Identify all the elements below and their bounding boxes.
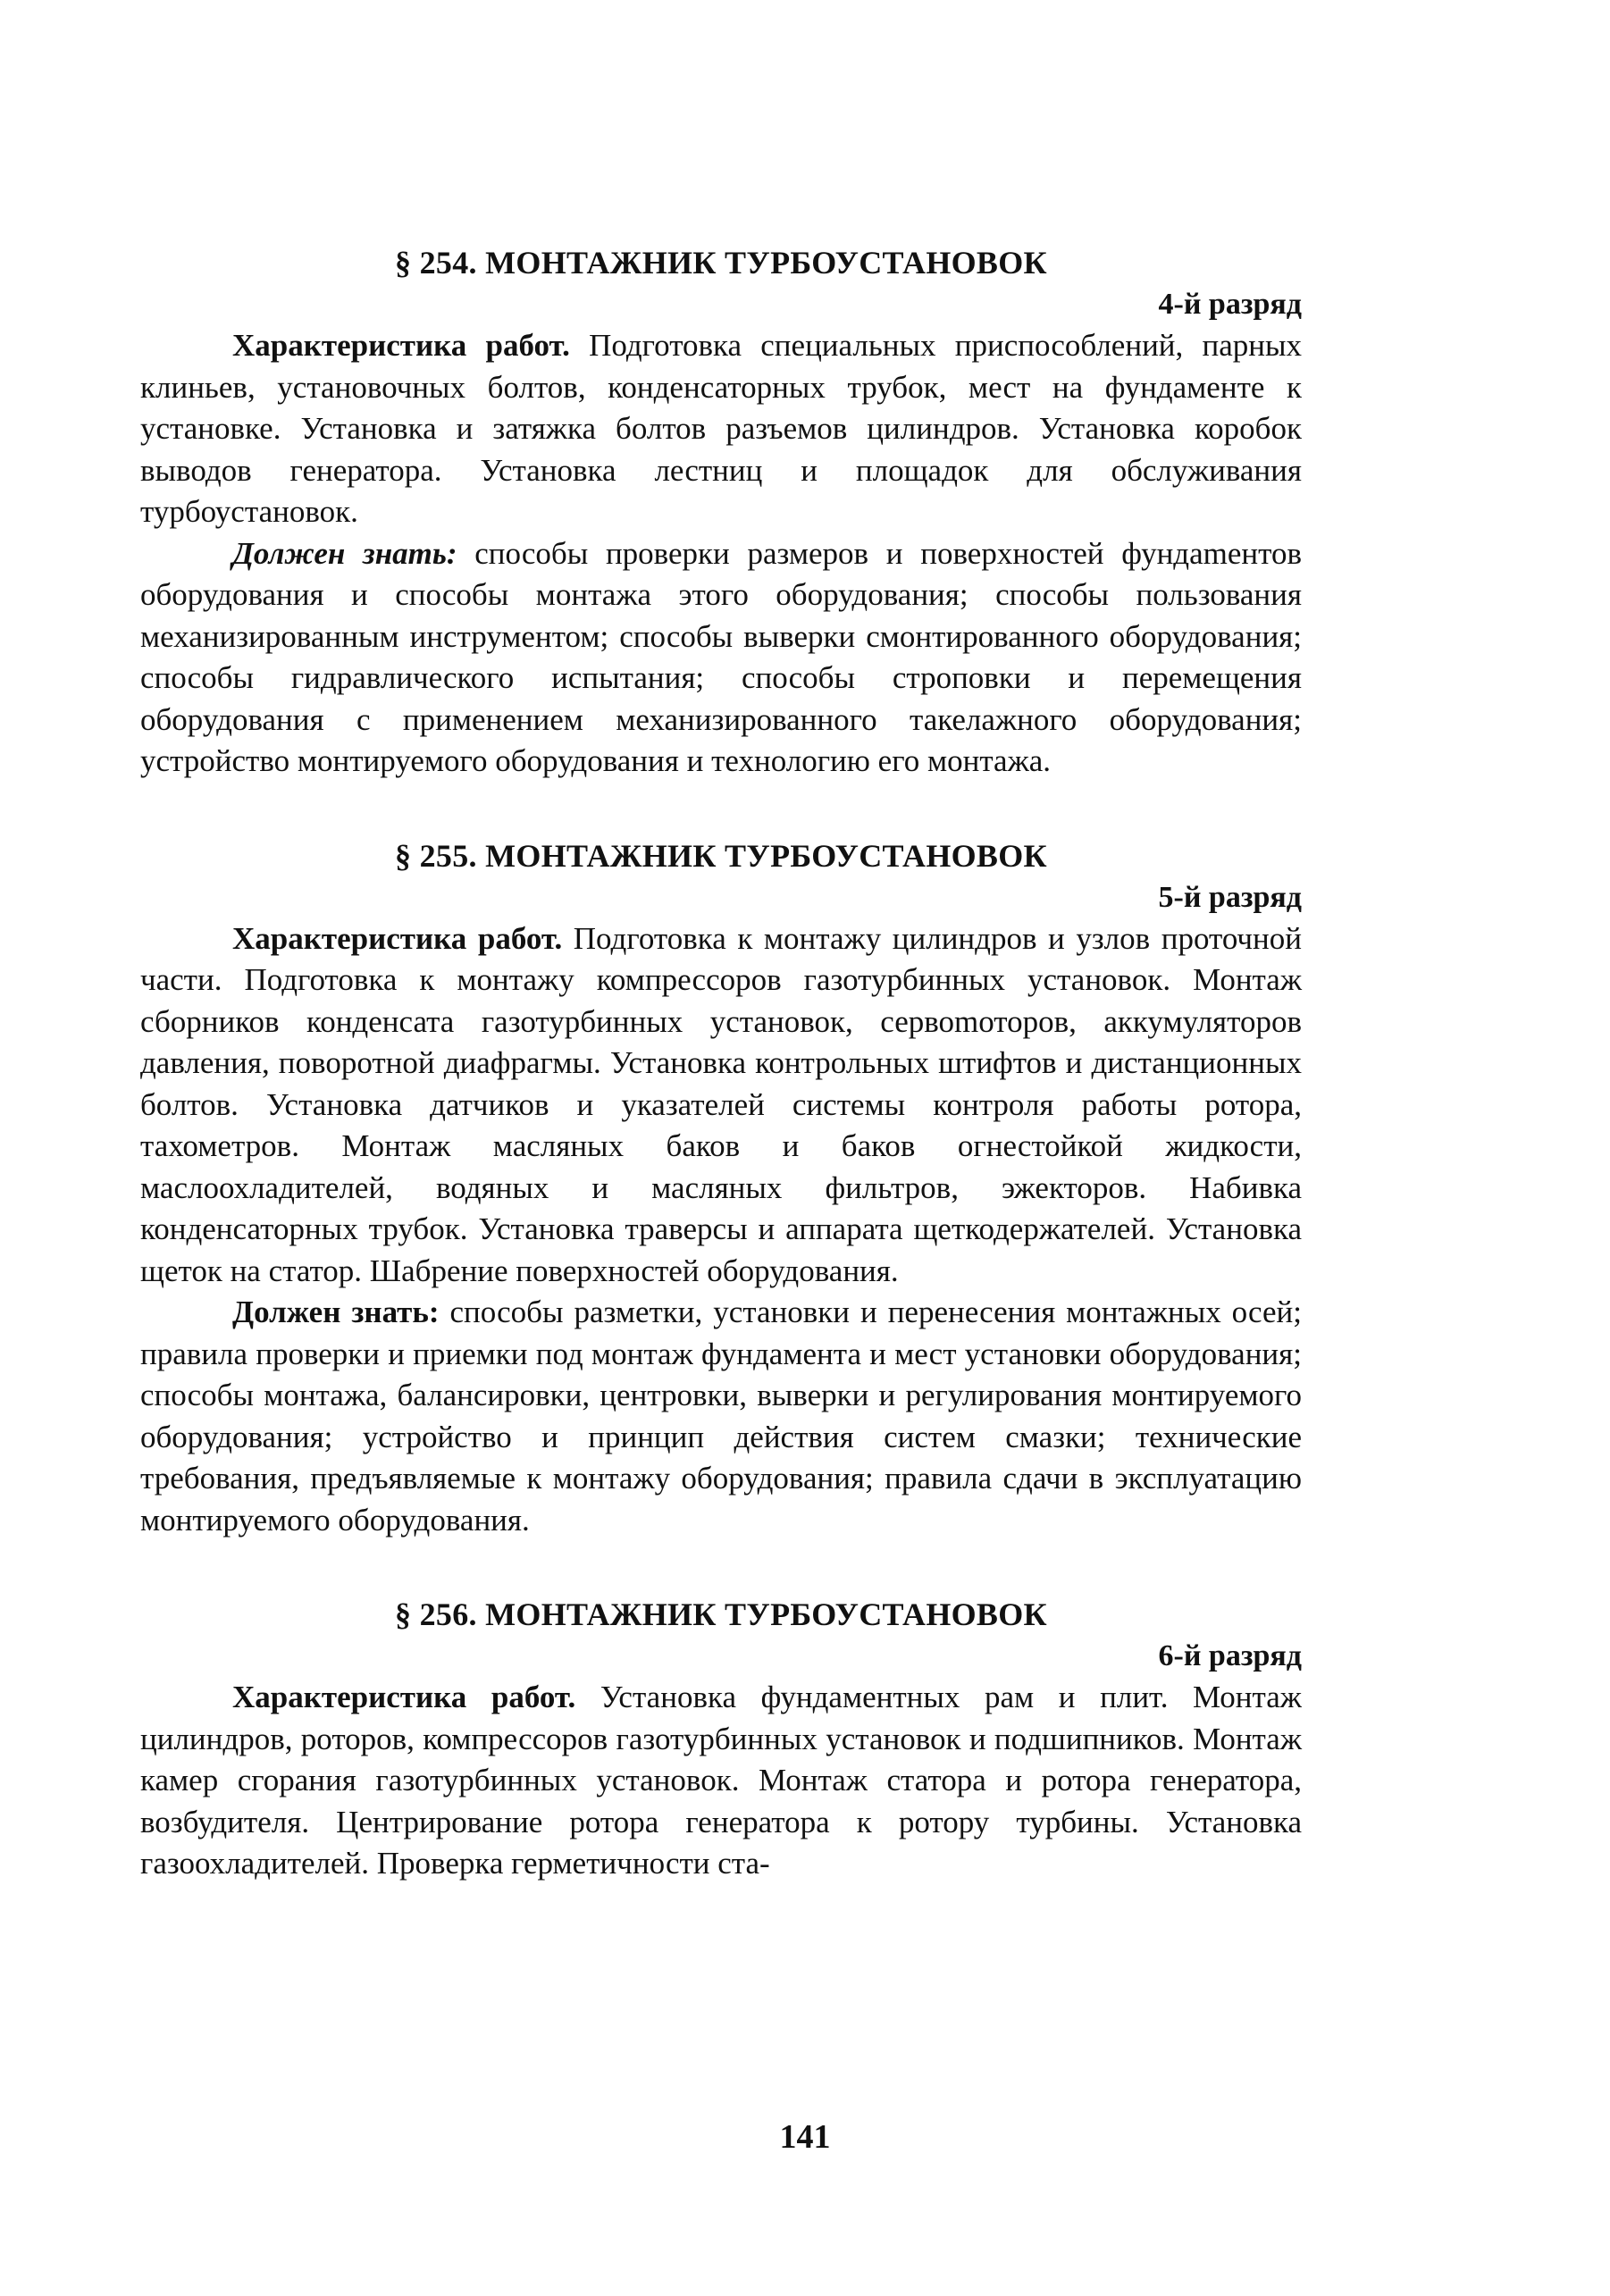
paragraph-text: Подготовка специальных приспособлений, парных клиньев, установочных болтов, конденсаторных трубок, мест на фундаменте к установке. Установка и затяжка болтов разъемов цилиндров. Установка коробок выводов генератора. Установка лестниц и площадок для обслуживания турбоустановок. bbox=[140, 328, 1303, 529]
paragraph-lead: Характеристика работ. bbox=[232, 920, 563, 956]
section-255 bbox=[140, 834, 1302, 1542]
must-know-paragraph bbox=[140, 1292, 1302, 1541]
section-heading: § 256. МОНТАЖНИК ТУРБОУСТАНОВОК bbox=[395, 1596, 1047, 1632]
grade-label: 6-й разряд bbox=[1158, 1639, 1302, 1672]
work-characteristics-paragraph bbox=[140, 918, 1302, 1293]
paragraph-lead: Должен знать: bbox=[232, 1295, 440, 1329]
grade-label: 5-й разряд bbox=[1158, 880, 1302, 914]
paragraph-text: Подготовка к монтажу цилиндров и узлов проточной части. Подготовка к монтажу компрессоров газотурбинных установок. Монтаж сборников конденсата газотурбинных установок, сервоmоторов, аккумуляторов давления, поворотной диафрагмы. Установка контрольных штифтов и дистанционных болтов. Установка датчиков и указателей системы контроля работы ротора, тахометров. Монтаж масляных баков и баков огнестойкой жидкости, маслоохладителей, водяных и масляных фильтров, эжекторов. Набивка конденсаторных трубок. Установка траверсы и аппарата щеткодержателей. Установка щеток на статор. Шабрение поверхностей оборудования. bbox=[140, 920, 1302, 1288]
paragraph-lead: Должен знать: bbox=[232, 535, 457, 571]
section-256 bbox=[140, 1593, 1302, 1885]
work-characteristics-paragraph bbox=[140, 325, 1302, 533]
paragraph-text: способы разметки, установки и перенесения монтажных осей; правила проверки и приемки под монтаж фундамента и мест установки оборудования; способы монтажа, балансировки, центровки, выверки и регулирования монтируемого оборудования; устройство и принцип действия систем смазки; технические требования, предъявляемые к монтажу оборудования; правила сдачи в эксплуатацию монтируемого оборудования. bbox=[140, 1295, 1303, 1538]
paragraph-lead: Характеристика работ. bbox=[232, 1680, 576, 1714]
paragraph-text: способы проверки размеров и поверхностей фундаmентов оборудования и способы монтажа этого оборудования; способы пользования механизированным инструментом; способы выверки смонтированного оборудования; способы гидравлического испытания; способы строповки и перемещения оборудования с применением механизированного такелажного оборудования; устройство монтируемого оборудования и технологию его монтажа. bbox=[140, 535, 1302, 778]
section-heading: § 255. МОНТАЖНИК ТУРБОУСТАНОВОК bbox=[395, 837, 1047, 874]
page-number: 141 bbox=[779, 2118, 831, 2156]
section-254 bbox=[140, 241, 1302, 783]
section-heading: § 254. МОНТАЖНИК ТУРБОУСТАНОВОК bbox=[395, 245, 1047, 281]
document-page bbox=[140, 241, 1302, 1885]
paragraph-text: Установка фундаментных рам и плит. Монтаж цилиндров, роторов, компрессоров газотурбинных установок и подшипников. Монтаж камер сгорания газотурбинных установок. Монтаж статора и ротора генератора, возбудителя. Центрирование ротора генератора к ротору турбины. Установка газоохладителей. Проверка герметичности ста- bbox=[140, 1680, 1302, 1881]
grade-label: 4-й разряд bbox=[1158, 288, 1302, 321]
work-characteristics-paragraph bbox=[140, 1677, 1302, 1885]
paragraph-lead: Характеристика работ. bbox=[232, 328, 570, 363]
must-know-paragraph bbox=[140, 533, 1302, 783]
